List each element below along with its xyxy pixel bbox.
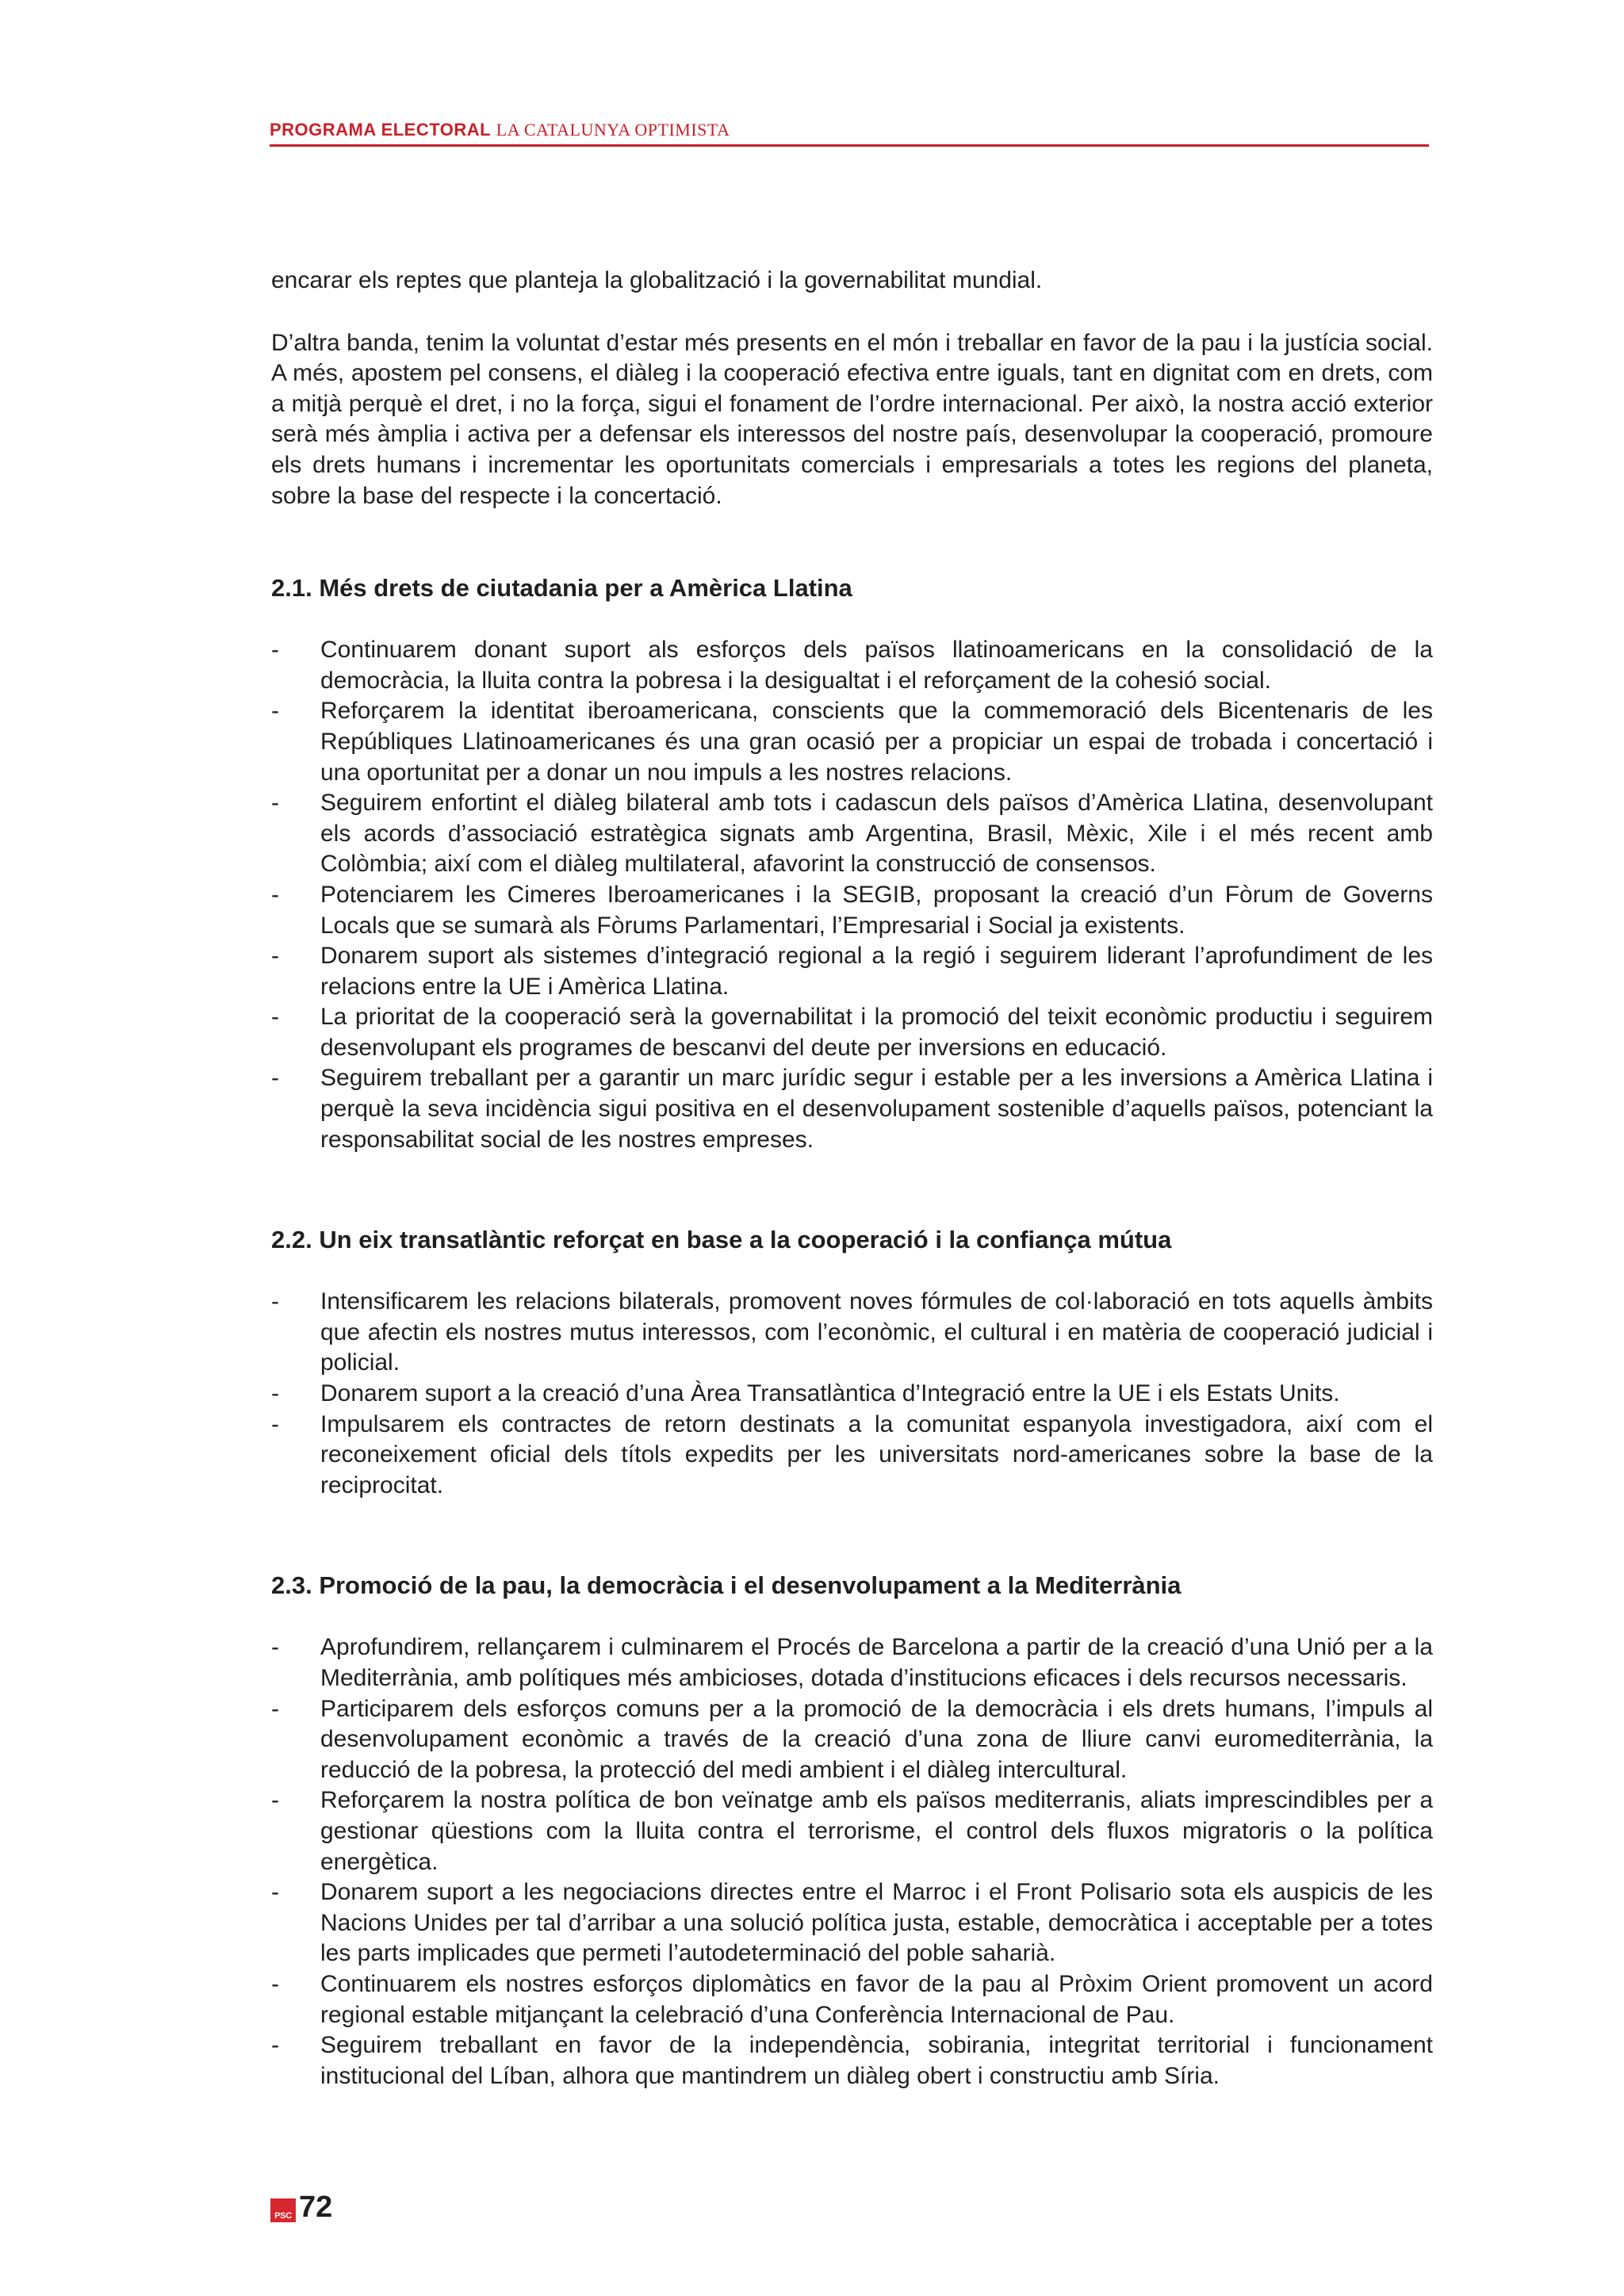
- bullet-dash: -: [271, 943, 279, 970]
- list-item: [271, 1785, 1433, 1877]
- bullet-list: [271, 1632, 1433, 2091]
- running-title-subtitle: LA CATALUNYA OPTIMISTA: [496, 120, 730, 140]
- list-item-text: Continuarem els nostres esforços diplomàtics en favor de la pau al Pròxim Orient promovent un acord regional estable mitjançant la celebració d’una Conferència Internacional de Pau.: [320, 1970, 1433, 2028]
- bullet-dash: -: [271, 637, 279, 664]
- list-item-text: Donarem suport a les negociacions directes entre el Marroc i el Front Polisario sota els auspicis de les Nacions Unides per tal d’arribar a una solució política justa, estable, democràtica i acceptable per a totes les parts implicades que permeti l’autodeterminació del poble saharià.: [320, 1879, 1433, 1967]
- bullet-dash: -: [271, 1634, 279, 1661]
- bullet-dash: -: [271, 1787, 279, 1814]
- list-item-text: Intensificarem les relacions bilaterals, promovent noves fórmules de col·laboració en tots aquells àmbits que afectin els nostres mutus interessos, com l’econòmic, el cultural i en matèria de cooperació judicial i policial.: [320, 1288, 1433, 1376]
- running-title: [270, 119, 1429, 141]
- list-item: [271, 1287, 1433, 1379]
- running-title-bold: PROGRAMA ELECTORAL: [270, 120, 492, 140]
- bullet-dash: -: [271, 1879, 279, 1906]
- list-item: [271, 1379, 1433, 1410]
- bullet-list: [271, 635, 1433, 1155]
- list-item-text: Seguirem treballant per a garantir un marc jurídic segur i estable per a les inversions a Amèrica Llatina i perquè la seva incidència sigui positiva en el desenvolupament sostenible d’aquells països, potenciant la responsabilitat social de les nostres empreses.: [320, 1065, 1433, 1153]
- section-mediterrania: [271, 1571, 1433, 2091]
- bullet-dash: -: [271, 881, 279, 908]
- header-rule: [270, 144, 1429, 147]
- list-item: [271, 696, 1433, 788]
- section-eix-transatlantic: [271, 1225, 1433, 1501]
- bullet-dash: -: [271, 1380, 279, 1407]
- list-item-text: Donarem suport als sistemes d’integració regional a la regió i seguirem liderant l’aprofundiment de les relacions entre la UE i Amèrica Llatina.: [320, 943, 1433, 1000]
- bullet-dash: -: [271, 1004, 279, 1031]
- page-content: [271, 266, 1433, 2091]
- bullet-dash: -: [271, 2032, 279, 2059]
- list-item: [271, 1877, 1433, 1969]
- bullet-dash: -: [271, 1065, 279, 1092]
- list-item-text: Reforçarem la nostra política de bon veïnatge amb els països mediterranis, aliats imprescindibles per a gestionar qüestions com la lluita contra el terrorisme, el control dels fluxos migratoris o la política energètica.: [320, 1787, 1433, 1875]
- list-item: [271, 1694, 1433, 1786]
- list-item: [271, 635, 1433, 696]
- list-item-text: Potenciarem les Cimeres Iberoamericanes i la SEGIB, proposant la creació d’un Fòrum de Governs Locals que se sumarà als Fòrums Parlamentari, l’Empresarial i Social ja existents.: [320, 881, 1433, 939]
- list-item-text: Continuarem donant suport als esforços dels països llatinoamericans en la consolidació de la democràcia, la lluita contra la pobresa i la desigualtat i el reforçament de la cohesió social.: [320, 637, 1433, 694]
- list-item-text: Participarem dels esforços comuns per a la promoció de la democràcia i els drets humans, l’impuls al desenvolupament econòmic a través de la creació d’una zona de lliure canvi euromediterrània, la reducció de la pobresa, la protecció del medi ambient i el diàleg intercultural.: [320, 1695, 1433, 1783]
- bullet-dash: -: [271, 1970, 279, 1997]
- bullet-list: [271, 1287, 1433, 1501]
- bullet-dash: -: [271, 1695, 279, 1722]
- page-number: 72: [299, 2191, 333, 2224]
- list-item: [271, 2030, 1433, 2091]
- list-item-text: Reforçarem la identitat iberoamericana, conscients que la commemoració dels Bicentenaris de les Repúbliques Llatinoamericanes és una gran ocasió per a propiciar un espai de trobada i concertació i una oportunitat per a donar un nou impuls a les nostres relacions.: [320, 698, 1433, 786]
- list-item: [271, 941, 1433, 1002]
- list-item: [271, 1063, 1433, 1155]
- list-item-text: Impulsarem els contractes de retorn destinats a la comunitat espanyola investigadora, així com el reconeixement oficial dels títols expedits per les universitats nord-americanes sobre la base de la reciprocitat.: [320, 1410, 1433, 1498]
- list-item: [271, 1632, 1433, 1693]
- list-item: [271, 1410, 1433, 1502]
- list-item: [271, 788, 1433, 880]
- psc-logo: PSC: [270, 2198, 296, 2222]
- section-title: 2.3. Promoció de la pau, la democràcia i el desenvolupament a la Mediterrània: [271, 1571, 1182, 1600]
- intro-paragraph: D’altra banda, tenim la voluntat d’estar més presents en el món i treballar en favor de la pau i la justícia social. A més, apostem pel consens, el diàleg i la cooperació efectiva entre iguals, tant en dignitat com en drets, com a mitjà perquè el dret, i no la força, sigui el fonament de l’ordre internacional. Per això, la nostra acció exterior serà més àmplia i activa per a defensar els interessos del nostre país, desenvolupar la cooperació, promoure els drets humans i incrementar les oportunitats comercials i empresarials a totes les regions del planeta, sobre la base del respecte i la concertació.: [271, 329, 1433, 509]
- intro-continuation: encarar els reptes que planteja la globalització i la governabilitat mundial.: [271, 267, 1043, 293]
- section-title: 2.2. Un eix transatlàntic reforçat en base a la cooperació i la confiança mútua: [271, 1226, 1172, 1254]
- list-item: [271, 1969, 1433, 2030]
- list-item-text: Seguirem treballant en favor de la independència, sobirania, integritat territorial i funcionament institucional del Líban, alhora que mantindrem un diàleg obert i constructiu amb Síria.: [320, 2032, 1433, 2089]
- bullet-dash: -: [271, 790, 279, 817]
- list-item: [271, 880, 1433, 941]
- section-america-llatina: [271, 573, 1433, 1155]
- page-footer: [270, 2192, 332, 2222]
- list-item: [271, 1002, 1433, 1063]
- list-item-text: La prioritat de la cooperació serà la governabilitat i la promoció del teixit econòmic productiu i seguirem desenvolupant els programes de bescanvi del deute per inversions en educació.: [320, 1004, 1433, 1061]
- list-item-text: Seguirem enfortint el diàleg bilateral amb tots i cadascun dels països d’Amèrica Llatina, desenvolupant els acords d’associació estratègica signats amb Argentina, Brasil, Mèxic, Xile i el més recent amb Colòmbia; així com el diàleg multilateral, afavorint la construcció de consensos.: [320, 790, 1433, 878]
- page-header: [270, 119, 1429, 147]
- list-item-text: Donarem suport a la creació d’una Àrea Transatlàntica d’Integració entre la UE i els Estats Units.: [320, 1380, 1340, 1407]
- list-item-text: Aprofundirem, rellançarem i culminarem el Procés de Barcelona a partir de la creació d’una Unió per a la Mediterrània, amb polítiques més ambicioses, dotada d’institucions eficaces i dels recursos necessaris.: [320, 1634, 1433, 1691]
- bullet-dash: -: [271, 698, 279, 725]
- bullet-dash: -: [271, 1410, 279, 1437]
- bullet-dash: -: [271, 1288, 279, 1315]
- section-title: 2.1. Més drets de ciutadania per a Amèrica Llatina: [271, 574, 852, 603]
